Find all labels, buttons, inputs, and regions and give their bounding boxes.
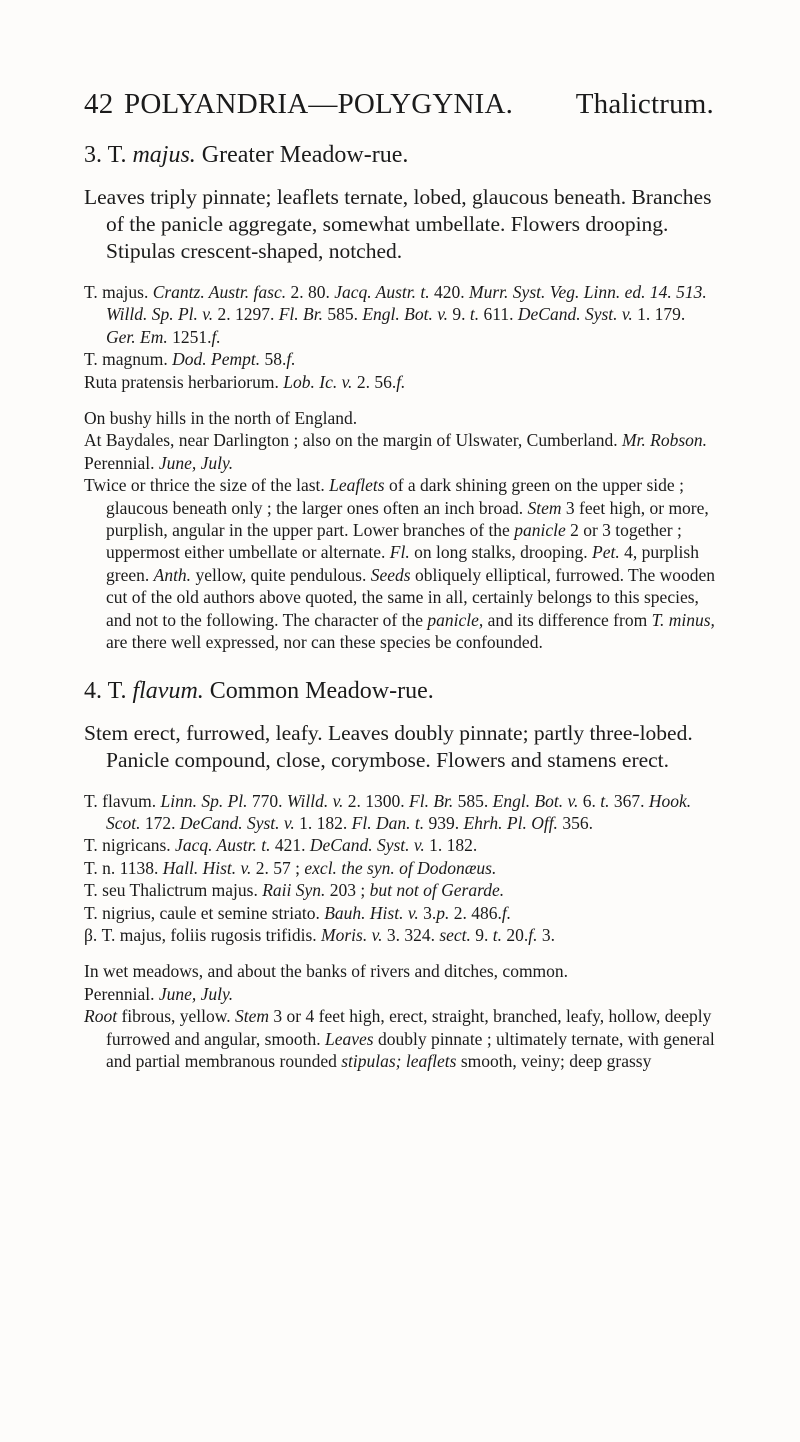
synonym-line: T. majus. Crantz. Austr. fasc. 2. 80. Jacq. Austr. t. 420. Murr. Syst. Veg. Linn. ed. 14. 513. Willd. Sp. Pl. v. 2. 1297. Fl. Br. 585. Engl. Bot. v. 9. t. 611. DeCand. Syst. v. 1. 179. Ger. Em. 1251.f.	[84, 282, 707, 347]
species-entry-majus	[84, 140, 716, 654]
page-number: 42	[84, 88, 114, 120]
header-title: POLYANDRIA—POLYGYNIA.	[124, 88, 514, 120]
header-genus: Thalictrum.	[575, 88, 714, 120]
synonym-line: T. seu Thalictrum majus. Raii Syn. 203 ; but not of Gerarde.	[84, 880, 505, 901]
description: Root fibrous, yellow. Stem 3 or 4 feet high, erect, straight, branched, leafy, hollow, deeply furrowed and angular, smooth. Leaves doubly pinnate ; ultimately ternate, with general and partial membranous rounded stipulas; leaflets smooth, veiny; deep grassy	[84, 1006, 715, 1071]
species-heading: 4. T. flavum. Common Meadow-rue.	[84, 677, 434, 704]
duration: Perennial. June, July.	[84, 983, 234, 1004]
habitat: On bushy hills in the north of England.	[84, 408, 358, 429]
species-heading: 3. T. majus. Greater Meadow-rue.	[84, 142, 409, 168]
synonym-line: T. n. 1138. Hall. Hist. v. 2. 57 ; excl. the syn. of Dodonæus.	[84, 857, 497, 878]
species-notes	[84, 960, 716, 1072]
synonym-line: T. nigricans. Jacq. Austr. t. 421. DeCand. Syst. v. 1. 182.	[84, 835, 478, 856]
specific-character: Leaves triply pinnate; leaflets ternate, lobed, glaucous beneath. Branches of the panicle aggregate, somewhat umbellate. Flowers drooping. Stipulas crescent-shaped, notched.	[84, 185, 712, 263]
locality: At Baydales, near Darlington ; also on the margin of Ulswater, Cumberland. Mr. Robson.	[84, 430, 708, 451]
species-notes	[84, 407, 716, 653]
duration: Perennial. June, July.	[84, 452, 234, 473]
synonym-line: Ruta pratensis herbariorum. Lob. Ic. v. 2. 56.f.	[84, 371, 406, 392]
page-content	[84, 140, 716, 1072]
specific-character: Stem erect, furrowed, leafy. Leaves doubly pinnate; partly three-lobed. Panicle compound, close, corymbose. Flowers and stamens erect.	[84, 720, 693, 772]
synonymy	[84, 281, 716, 393]
synonym-line-variety-beta: β. T. majus, foliis rugosis trifidis. Moris. v. 3. 324. sect. 9. t. 20.f. 3.	[84, 924, 556, 945]
synonym-line: T. nigrius, caule et semine striato. Bauh. Hist. v. 3.p. 2. 486.f.	[84, 902, 512, 923]
habitat: In wet meadows, and about the banks of rivers and ditches, common.	[84, 961, 569, 982]
synonym-line: T. magnum. Dod. Pempt. 58.f.	[84, 349, 296, 370]
synonymy	[84, 790, 716, 947]
description: Twice or thrice the size of the last. Leaflets of a dark shining green on the upper side ; glaucous beneath only ; the larger ones often an inch broad. Stem 3 feet high, or more, purplish, angular in the upper part. Lower branches of the panicle 2 or 3 together ; uppermost either umbellate or alternate. Fl. on long stalks, drooping. Pet. 4, purplish green. Anth. yellow, quite pendulous. Seeds obliquely elliptical, furrowed. The wooden cut of the old authors above quoted, the same in all, certainly belongs to this species, and not to the following. The character of the panicle, and its difference from T. minus, are there well expressed, nor can these species be confounded.	[84, 475, 715, 653]
synonym-line: T. flavum. Linn. Sp. Pl. 770. Willd. v. 2. 1300. Fl. Br. 585. Engl. Bot. v. 6. t. 367. Hook. Scot. 172. DeCand. Syst. v. 1. 182. Fl. Dan. t. 939. Ehrh. Pl. Off. 356.	[84, 790, 692, 833]
running-header	[84, 88, 714, 128]
species-entry-flavum	[84, 676, 716, 1073]
